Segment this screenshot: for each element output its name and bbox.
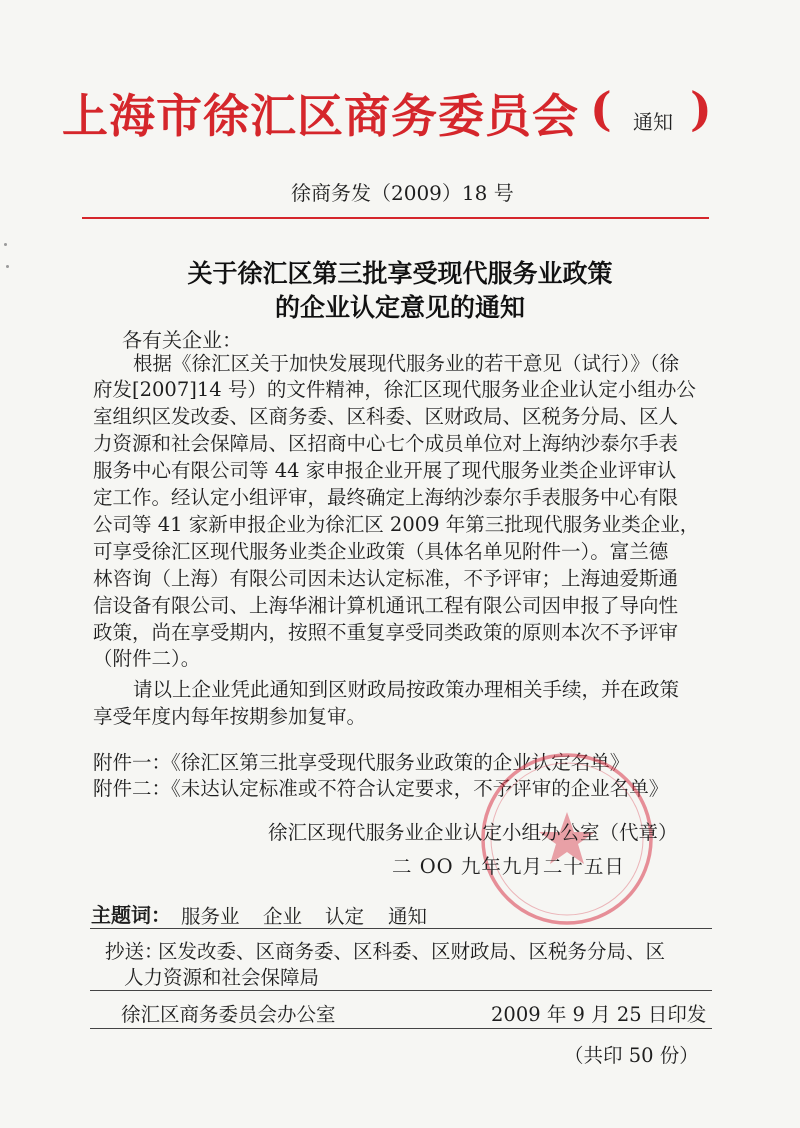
keyword: 企业 [263, 905, 303, 928]
body-line: 定工作。经认定小组评审，最终确定上海纳沙泰尔手表服务中心有限 [93, 486, 679, 509]
keyword: 服务业 [181, 905, 240, 928]
document-type: 通知 [633, 110, 673, 134]
cc-label: 抄送： [105, 940, 164, 963]
cc-recipients-line-1: 区发改委、区商务委、区科委、区财政局、区税务分局、区 [158, 940, 666, 963]
printing-office: 徐汇区商务委员会办公室 [121, 1003, 336, 1026]
body-line: 政策，尚在享受期内，按照不重复享受同类政策的原则本次不予评审 [93, 621, 679, 644]
body-line: 请以上企业凭此通知到区财政局按政策办理相关手续，并在政策 [133, 678, 680, 701]
body-line: 信设备有限公司、上海华湘计算机通讯工程有限公司因申报了导向性 [93, 594, 679, 617]
body-line: 府发[2007]14 号）的文件精神，徐汇区现代服务业企业认定小组办公 [93, 378, 696, 401]
body-line: 可享受徐汇区现代服务业类企业政策（具体名单见附件一）。富兰德 [93, 540, 669, 563]
keyword: 认定 [325, 905, 365, 928]
body-line: 林咨询（上海）有限公司因未达认定标准，不予评审；上海迪爱斯通 [93, 567, 679, 590]
title-paren-open: ( [590, 82, 612, 136]
issuer-title: 上海市徐汇区商务委员会 [62, 89, 579, 143]
scan-speck [6, 265, 9, 268]
body-line: 服务中心有限公司等 44 家申报企业开展了现代服务业类企业评审认 [93, 459, 677, 482]
red-divider [82, 217, 709, 219]
notice-title-line-1: 关于徐汇区第三批享受现代服务业政策 [187, 259, 613, 288]
keyword: 通知 [388, 905, 428, 928]
body-line: 室组织区发改委、区商务委、区科委、区财政局、区税务分局、区人 [93, 405, 679, 428]
print-date: 2009 年 9 月 25 日印发 [491, 1003, 707, 1026]
keywords-label: 主题词： [91, 903, 171, 927]
divider [90, 928, 712, 929]
body-line: 力资源和社会保障局、区招商中心七个成员单位对上海纳沙泰尔手表 [93, 432, 679, 455]
document-number: 徐商务发（2009）18 号 [291, 181, 514, 205]
body-line: 享受年度内每年按期参加复审。 [93, 705, 367, 728]
divider [90, 1028, 712, 1029]
signing-date: 二 OO 九年九月二十五日 [392, 855, 625, 878]
attachment-1: 附件一：《徐汇区第三批享受现代服务业政策的企业认定名单》 [93, 751, 630, 774]
copy-count: （共印 50 份） [564, 1044, 699, 1067]
body-line: （附件二）。 [93, 647, 201, 670]
cc-recipients-line-2: 人力资源和社会保障局 [124, 966, 320, 989]
notice-title-line-2: 的企业认定意见的通知 [274, 293, 525, 322]
title-paren-close: ) [690, 82, 712, 136]
signing-office: 徐汇区现代服务业企业认定小组办公室（代章） [268, 821, 678, 844]
scan-speck [4, 243, 7, 246]
salutation: 各有关企业： [122, 328, 242, 352]
divider [90, 990, 712, 991]
body-line: 公司等 41 家新申报企业为徐汇区 2009 年第三批现代服务业类企业， [93, 513, 700, 536]
attachment-2: 附件二：《未达认定标准或不符合认定要求，不予评审的企业名单》 [93, 777, 669, 800]
body-line: 根据《徐汇区关于加快发展现代服务业的若干意见（试行）》（徐 [133, 352, 680, 375]
